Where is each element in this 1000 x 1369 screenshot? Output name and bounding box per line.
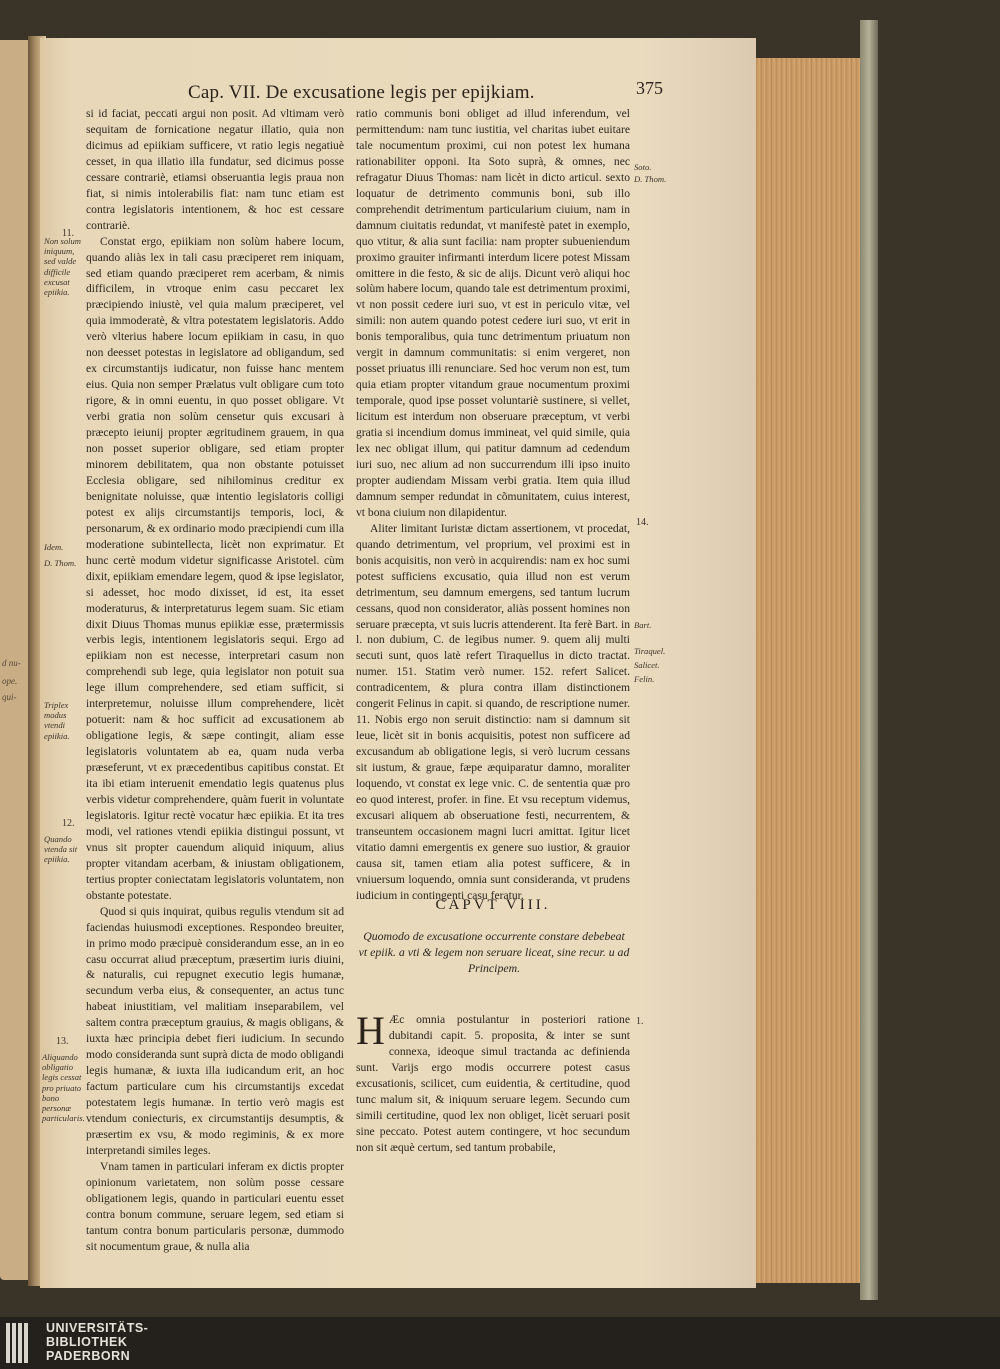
library-logo-icon (6, 1323, 36, 1363)
margin-note: Quando vtenda sit epiikia. (44, 834, 78, 865)
margin-note: Triplex modus vtendi epiikia. (44, 700, 70, 741)
margin-note: Salicet. (634, 660, 660, 670)
margin-note: Idem. (44, 542, 64, 552)
margin-note: Tiraquel. (634, 646, 666, 656)
margin-note: D. Thom. (44, 558, 77, 568)
margin-number: 12. (62, 818, 75, 829)
margin-note: D. Thom. (634, 174, 667, 184)
left-page-fragment: qui- (2, 692, 17, 702)
paragraph: Aliter limitant Iuristæ dictam assertionem, vt procedat, quando detrimentum, vel proprium, vel proximi est in bonis acquisitis, non verò in acquirendis: nam ex hoc sumi potest sufficiens excusatio, quia illud non est verum detrimentum, seu damnum emergens, sed tantum lucrum cessans, quod non considerator, aliàs possent homines non seruare præcepta, vt suis lucris attenderent. Ita ferè Bart. in l. non dubium, C. de legibus numer. 9. quem alij multi secuti sunt, quos latè refert Tiraquellus in dicto tractat. numer. 151. Statim verò numer. 152. refert Salicet. contradicentem, & plura contra illam distinctionem congerit Felinus in capit. si quando, de rescriptione numer. 11. Nobis ergo non seruit distinctio: nam si damnum sit leue, licèt sit in bonis acquisitis, potest non sufficere ad excusandum ab obligatione legis, si verò lucrum cessans sit iustum, & graue, fæpe æquiparatur damno, moraliter loquendo, vt constat ex lege vnic. C. de sententia quæ pro eo quod interest, profer. in fine. Et vsu receptum videmus, excusari aliquem ab obseruatione festi, necurrentem, & transeuntem occasionem magni lucri amittat. Igitur licet vitatio damni emergentis ex genere suo iustior, & grauior causa sit, tamen etiam alia potest sufficere, & in vniuersum loquendo, omnia sunt consideranda, vt prudens iudicium in contingenti casu feratur. (356, 521, 630, 902)
margin-number: 11. (62, 228, 75, 239)
margin-note: Aliquando obligatio legis cessat pro priuato bono personæ particularis. (42, 1052, 85, 1124)
chapter-body (356, 1008, 630, 1156)
left-page-fragment: ope. (2, 676, 18, 686)
library-name (46, 1321, 148, 1363)
book-cover-board (860, 20, 878, 1300)
margin-number: 14. (636, 517, 649, 528)
library-name-line: UNIVERSITÄTS- (46, 1321, 149, 1335)
chapter-title: CAPVT VIII. (435, 897, 551, 913)
text-column-right (356, 106, 630, 904)
running-title: Cap. VII. De excusatione legis per epijkiam. (188, 82, 535, 103)
paragraph: Constat ergo, epiikiam non solùm habere locum, quando aliàs lex in tali casu præciperet rem iniquam, sed etiam quando præciperet rem acerbam, & nimis difficilem, in vtroque enim casu peccaret lex præcipiendo iniustè, vel quia malum præciperet, vel quia immoderatè, & vltra potestatem legislatoris. Addo verò vlterius habere locum epiikiam in casu, in quo non deesset potestas in legislatore ad obligandum, sed ex circumstantijs iudicatur, non fuisse hanc mentem eius. Quia non semper Prælatus vult obligare cum toto rigore, & in omni euentu, in quo posset obligare. Vt verbi gratia non solùm censetur quis excusari à præcepto ieiunij propter ægritudinem grauem, in qua non posset superior obligare, sed etiam propter minorem debilitatem, qua non obstante potuisset Ecclesia obligare, sed nihilominus creditur ex benignitate noluisse, quæ intentio legislatoris colligi potest ex alijs circumstantijs temporis, loci, & personarum, & ex ordinario modo præcipiendi cum illa moderatione subintellecta, licèt non exprimatur. Et hunc certè modum videtur significasse Aristotel. cùm dixit, epiikiam emendare legem, quod & ipse legislator, si adesset, hoc modo dixisset, id est, ita esset moderaturus, & interpretaturus legem suam. Sic etiam dixit Diuus Thomas munus epiikiæ esse, prætermissis verbis legis, intentionem legislatoris sequi. Ergo ad epiikiam non est necesse, interpretari casum non comprehendi sub lege, quia legislator non potuit sua lege illum comprehendere, sed etiam sufficit, si interpretemur, noluisse illum comprehendere, licèt potuerit: nam & hoc sufficit ad excusationem ab obligatione legis, & sæpe contingit, aliam esse legislatoris voluntatem ab ea, quam nuda verba præseferunt, vt ex præcedentibus capitibus constat. Et ita ibi etiam interuenit emendatio legis quatenus plus verbis videtur comprehendere, quàm fuerit in voluntate legislatoris. Igitur rectè vocatur hæc epiikia. Et ita tres modi, vel rationes vtendi epiikia distingui possunt, vt vnus sit propter cauendum aliquid iniquum, alius propter vitandam acerbam, & iniustam obligationem, tertius propter coniectatam legislatoris voluntatem, non obstante potestate. (86, 234, 344, 902)
page-fore-edge (748, 58, 868, 1283)
text-column-left (86, 106, 344, 1255)
library-name-line: BIBLIOTHEK (46, 1335, 128, 1349)
chapter-subtitle: Quomodo de excusatione occurrente constare debebeat vt epiik. a vti & legem non seruare liceat, sine recur. u ad Principem. (358, 929, 630, 975)
margin-note: Bart. (634, 620, 652, 630)
paragraph: Æc omnia postulantur in posteriori ratione dubitandi capit. 5. proposita, & inter se sunt connexa, ideoque simul tractanda ac definienda sunt. Varijs ergo modis occurrere potest casus excusationis, scilicet, cum euidentia, & certitudine, quod tunc malum sit, & iniquum seruare legem. Secundo cum simili certitudine, quod lex non obliget, licèt seruari posit sine peccato. Potest autem contingere, vt hoc secundum non sit æquè certum, sed tantum probabile, (356, 1013, 630, 1154)
margin-number: 13. (56, 1036, 69, 1047)
margin-note: Soto. (634, 162, 652, 172)
page-number: 375 (636, 78, 663, 98)
margin-note: Non solum iniquum, sed valde difficile excusat epiikia. (44, 236, 82, 298)
margin-note: Felin. (634, 674, 655, 684)
library-name-line: PADERBORN (46, 1349, 131, 1363)
paragraph: si id faciat, peccati argui non posit. Ad vltimam verò sequitam de fornicatione negatur illatio, quia non dicimus ad epiikiam sufficere, vt ratio legis negatiuè cesset, in qua illatio illa fundatur, sed dicimus posse cessare contrariè, etiamsi obseruantia legis praua non fiat, si nimis intolerabilis fiat: nam tunc etiam est contra legislatoris intentionem, & hoc est cessare contrariè. (86, 107, 344, 232)
library-footer (0, 1317, 1000, 1369)
drop-cap: H (356, 1008, 385, 1053)
paragraph: Quod si quis inquirat, quibus regulis vtendum sit ad faciendas huiusmodi exceptiones. Respondeo breuiter, in primo modo præcipuè considerandum esse, an in eo casu occurrat aliud præceptum, præsertim iuris diuini, & naturalis, cui repugnet executio legis humanæ, secundum verba eius, & consequenter, an actus tunc habeat iniustitiam, vel malitiam inseparabilem, vel saltem contra præceptum grauius, & magis obligans, & iuxta hæc principia debet fieri iudicium. In secundo modo consideranda sunt suprà dicta de modo obligandi legis humanæ, & iuxta illa iudicandum erit, an hoc factum particulare cum his circumstantijs excedat potestatem legis humanæ. In tertio verò magis est vtendum coniecturis, ex circumstantijs desumptis, & præsertim ex vsu, & modo regiminis, & ex more interpretandi similes leges. (86, 904, 344, 1157)
left-page-fragment: d nu- (2, 658, 21, 668)
paragraph: Vnam tamen in particulari inferam ex dictis propter opinionum varietatem, non solùm posse cessare obligationem legis, quando in particulari euentu esset contra bonum commune, seruare legem, sed etiam si tantum contra bonum particularis personæ, dummodo sit nocumentum graue, & nulla alia (86, 1159, 344, 1253)
margin-number: 1. (636, 1016, 644, 1027)
paragraph: ratio communis boni obliget ad illud inferendum, vel permittendum: nam tunc iustitia, vel charitas iubet euitare tale nocumentum proximi, cui non potest lex humana rationabiliter opponi. Ita Soto suprà, & omnes, nec refragatur Diuus Thomas: nam licèt in dicto articul. sexto loquatur de detrimento communis boni, sub illo comprehendit detrimentum particularium ciuium, nam in damnum ciuitatis redundat, vt manifestè patet in exemplo, quo vtitur, & alia sunt facilia: nam propter subueniendum proximo grauiter infirmanti interdum licere potest Missam omittere in die festo, & sic de alijs. Dicunt verò aliqui hoc solùm habere locum, quando tale est detrimentum proximi, vt non possit cedere iuri suo, vt est in periculo vitæ, vel simili: non autem quando potest cedere iuri suo, vt erit in bonis temporalibus, quia tunc detrimentum priuatum non vergit in damnum communitatis: si enim vergeret, non posset priuatus illi renunciare. Sed hoc verum non est, tum quia etiam propter vitandum graue nocumentum proximi temporale, quod ipse posset voluntariè sustinere, si vellet, licitum est interdum non obseruare præceptum, vt verbi gratia si incendium domus immineat, vel quid simile, quia lex nec obligat illum, qui patitur damnum ad cedendum iuri suo, nec alium ad non succurrendum illi ipso inuito propter audiendam Missam verbi gratia. Item quia illud damnum semper redundat in cõmunitatem, cuius interest, vt bona ciuium non dilapidentur. (356, 107, 630, 519)
